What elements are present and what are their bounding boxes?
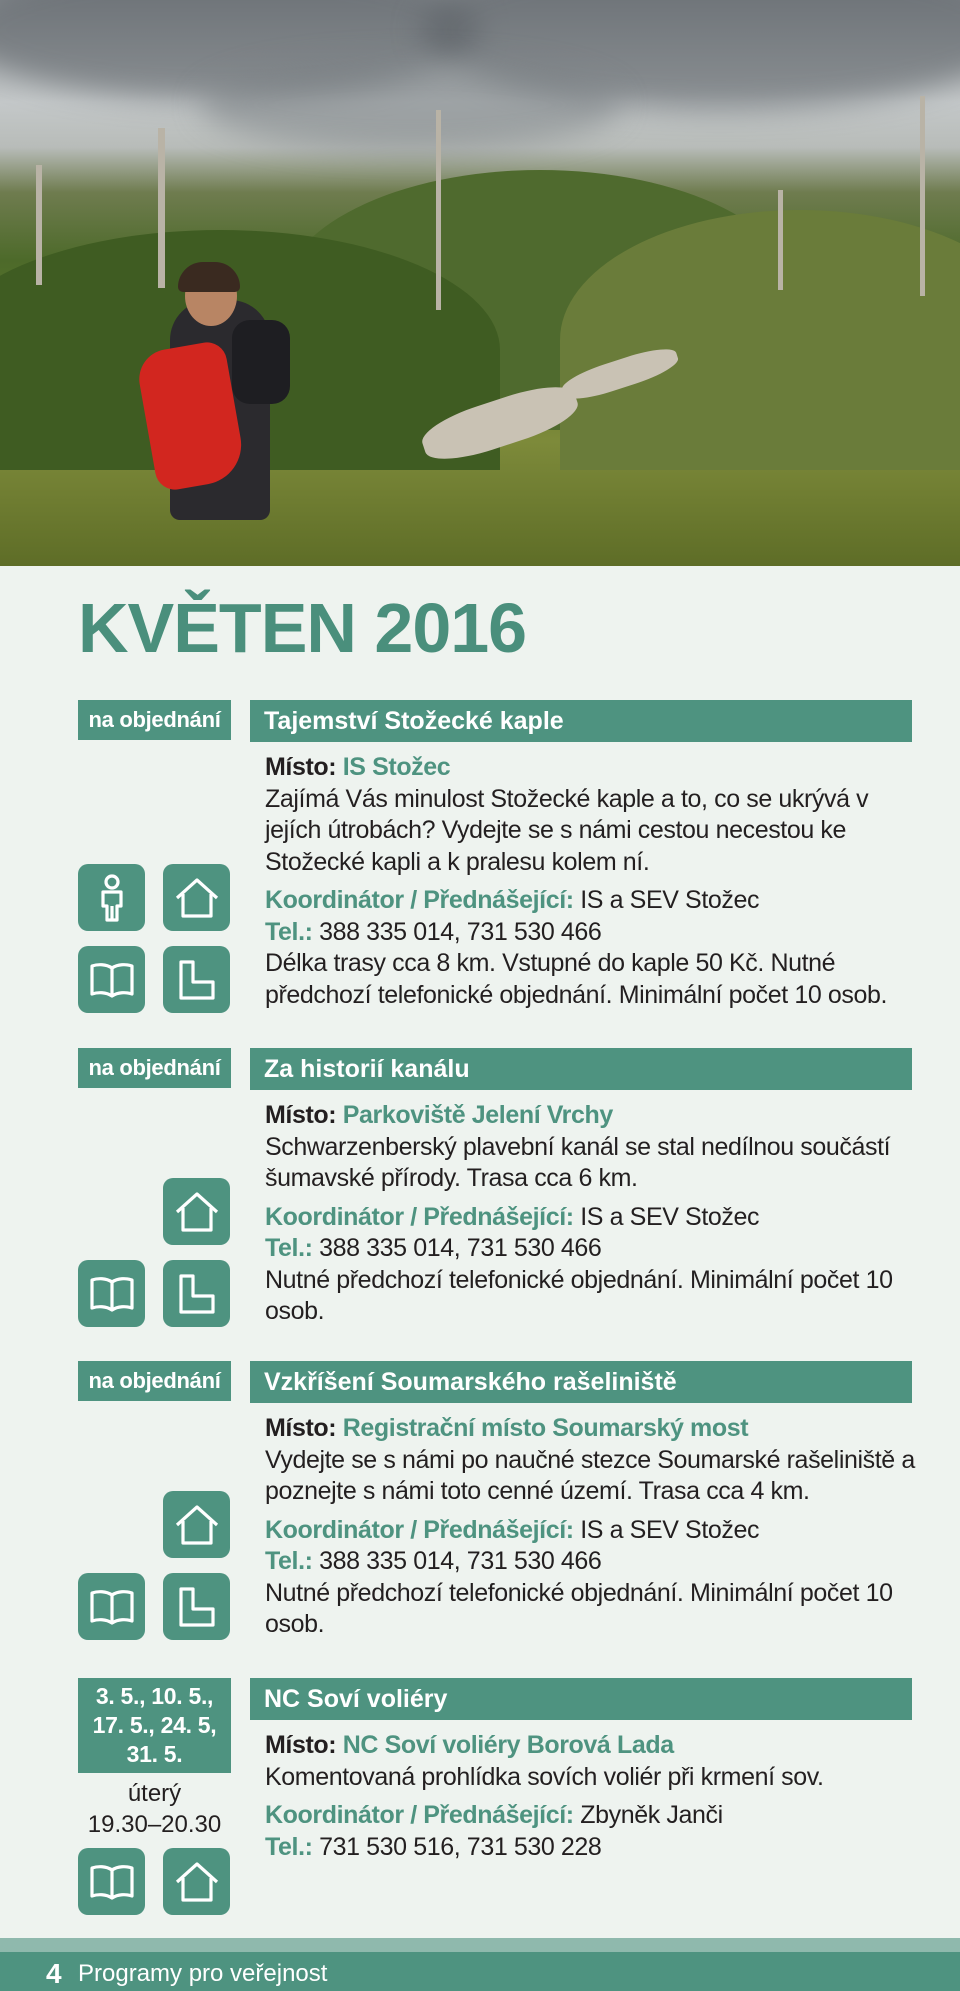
coordinator-label: Koordinátor / Přednášející: (265, 1801, 574, 1829)
date-badge: 3. 5., 10. 5., 17. 5., 24. 5, 31. 5. (78, 1678, 231, 1773)
event-title: Tajemství Stožecké kaple (250, 700, 912, 742)
tel-value: 388 335 014, 731 530 466 (319, 1547, 602, 1575)
book-icon (78, 1260, 145, 1327)
event-title: NC Soví voliéry (250, 1678, 912, 1720)
book-icon (78, 1848, 145, 1915)
trail-icon (163, 1260, 230, 1327)
book-icon (78, 1573, 145, 1640)
event-body (265, 1413, 915, 1641)
place-label: Místo: (265, 1731, 337, 1759)
coordinator-label: Koordinátor / Přednášející: (265, 886, 574, 914)
tel-value: 731 530 516, 731 530 228 (319, 1832, 602, 1861)
tel-label: Tel.: (265, 1234, 313, 1262)
coordinator-label: Koordinátor / Přednášející: (265, 1202, 574, 1231)
event-description: Zajímá Vás minulost Stožecké kaple a to, co se ukrývá v jejích útrobách? Vydejte se s námi cestou necestou ke Stožecké kapli a k pralesu kolem ní. (265, 784, 869, 876)
event-body (265, 1730, 915, 1863)
event-description: Vydejte se s námi po naučné stezce Soumarské rašeliniště a poznejte s námi toto cenné území. Trasa cca 4 km. (265, 1445, 915, 1505)
event-body (265, 1100, 915, 1328)
page-number: 4 (46, 1958, 62, 1989)
event-time: 19.30–20.30 (87, 1811, 222, 1838)
book-icon (78, 946, 145, 1013)
tel-label: Tel.: (265, 1832, 313, 1861)
month-year: 2016 (374, 589, 527, 667)
trail-icon (163, 1573, 230, 1640)
event-description: Komentovaná prohlídka sovích voliér při krmení sov. (265, 1762, 824, 1791)
coordinator-value: IS a SEV Stožec (580, 1515, 760, 1544)
tel-value: 388 335 014, 731 530 466 (319, 917, 602, 946)
place-value: Registrační místo Soumarský most (342, 1414, 749, 1442)
house-icon (163, 1178, 230, 1245)
child-icon (78, 864, 145, 931)
booking-badge: na objednání (78, 1361, 231, 1401)
event-note: Nutné předchozí telefonické objednání. Minimální počet 10 osob. (265, 1578, 893, 1638)
event-description: Schwarzenberský plavební kanál se stal nedílnou součástí šumavské přírody. Trasa cca 6 km. (265, 1132, 891, 1192)
tel-label: Tel.: (265, 1547, 313, 1575)
house-icon (163, 1491, 230, 1558)
hero-photo (0, 0, 960, 566)
booking-badge: na objednání (78, 700, 231, 740)
place-value: IS Stožec (342, 753, 451, 781)
event-title: Vzkříšení Soumarského rašeliniště (250, 1361, 912, 1403)
place-label: Místo: (265, 1414, 337, 1442)
place-label: Místo: (265, 753, 337, 781)
event-title: Za historií kanálu (250, 1048, 912, 1090)
trail-icon (163, 946, 230, 1013)
coordinator-label: Koordinátor / Přednášející: (265, 1515, 574, 1544)
place-label: Místo: (265, 1101, 337, 1129)
coordinator-value: IS a SEV Stožec (580, 1202, 760, 1231)
place-value: NC Soví voliéry Borová Lada (342, 1731, 674, 1759)
coordinator-value: Zbyněk Janči (580, 1801, 723, 1829)
month-title (78, 588, 526, 668)
event-note: Nutné předchozí telefonické objednání. Minimální počet 10 osob. (265, 1265, 893, 1325)
section-name: Programy pro veřejnost (78, 1960, 328, 1987)
coordinator-value: IS a SEV Stožec (580, 886, 760, 914)
place-value: Parkoviště Jelení Vrchy (342, 1101, 613, 1129)
footer-stripe (0, 1938, 960, 1952)
event-day: úterý (127, 1780, 182, 1807)
tel-label: Tel.: (265, 917, 313, 946)
house-icon (163, 864, 230, 931)
page-footer (0, 1952, 960, 1991)
tel-value: 388 335 014, 731 530 466 (319, 1234, 602, 1262)
month-name: KVĚTEN (78, 589, 356, 667)
house-icon (163, 1848, 230, 1915)
event-note: Délka trasy cca 8 km. Vstupné do kaple 50 Kč. Nutné předchozí telefonické objednání. Minimální počet 10 osob. (265, 949, 888, 1009)
event-body (265, 752, 915, 1011)
booking-badge: na objednání (78, 1048, 231, 1088)
